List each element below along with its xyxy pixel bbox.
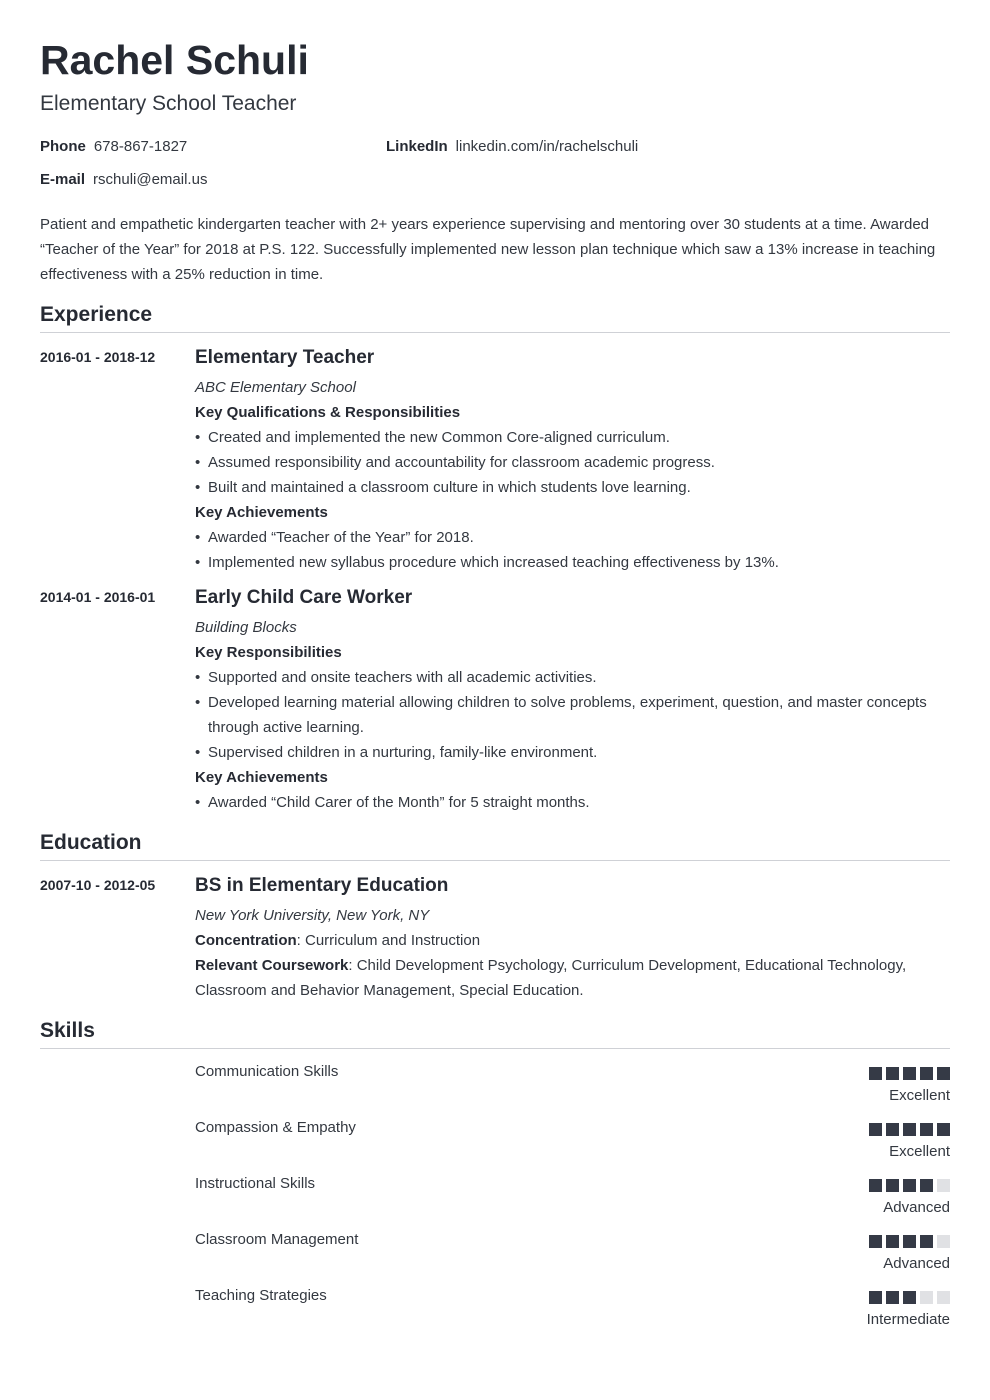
- experience-role: Elementary Teacher: [195, 347, 375, 368]
- skill-level: Intermediate: [866, 1311, 950, 1328]
- linkedin-link[interactable]: linkedin.com/in/rachelschuli: [455, 138, 639, 155]
- experience-subheading: Key Achievements: [195, 769, 328, 786]
- skill-name: Communication Skills: [195, 1063, 339, 1080]
- education-heading: Education: [40, 830, 950, 861]
- contact-phone: [40, 138, 187, 156]
- bullet-item: • Built and maintained a classroom culture in which students love learning.: [195, 475, 950, 500]
- rating-square-filled: [869, 1123, 882, 1136]
- skill-name: Teaching Strategies: [195, 1287, 327, 1304]
- rating-square-empty: [937, 1179, 950, 1192]
- phone-label: Phone: [40, 138, 86, 155]
- experience-subheading: Key Responsibilities: [195, 644, 342, 661]
- bullet-item: • Assumed responsibility and accountability for classroom academic progress.: [195, 450, 950, 475]
- rating-square-filled: [903, 1179, 916, 1192]
- rating-square-filled: [869, 1067, 882, 1080]
- skill-row: [195, 1287, 950, 1337]
- education-school: New York University, New York, NY: [195, 907, 430, 924]
- rating-square-empty: [920, 1291, 933, 1304]
- coursework-value: : Child Development Psychology, Curriculum Development, Educational Technology, Classroom and Behavior Management, Special Education.: [195, 957, 907, 999]
- coursework-label: Relevant Coursework: [195, 957, 349, 974]
- experience-heading: Experience: [40, 302, 950, 333]
- rating-square-filled: [937, 1067, 950, 1080]
- skill-name: Instructional Skills: [195, 1175, 316, 1192]
- skill-rating: [865, 1067, 950, 1080]
- skill-rating: [865, 1123, 950, 1136]
- rating-square-filled: [920, 1123, 933, 1136]
- linkedin-label: LinkedIn: [386, 138, 448, 155]
- skill-level: Excellent: [889, 1143, 950, 1160]
- skill-level: Advanced: [883, 1199, 950, 1216]
- skill-row: [195, 1063, 950, 1113]
- rating-square-filled: [920, 1235, 933, 1248]
- summary-paragraph: Patient and empathetic kindergarten teacher with 2+ years experience supervising and mentoring over 30 students at a time. Awarded “Teacher of the Year” for 2018 at P.S. 122. Successfully implemented new lesson plan technique which saw a 13% increase in teaching effectiveness with a 25% reduction in time.: [40, 216, 936, 283]
- rating-square-filled: [886, 1291, 899, 1304]
- phone-value: 678-867-1827: [93, 138, 188, 155]
- skill-row: [195, 1175, 950, 1225]
- rating-square-filled: [869, 1179, 882, 1192]
- rating-square-filled: [886, 1123, 899, 1136]
- skill-rating: [865, 1179, 950, 1192]
- skill-row: [195, 1231, 950, 1281]
- skill-level: Excellent: [889, 1087, 950, 1104]
- skill-name: Compassion & Empathy: [195, 1119, 356, 1136]
- candidate-name: Rachel Schuli: [40, 37, 309, 83]
- rating-square-filled: [903, 1123, 916, 1136]
- bullet-list: [195, 525, 950, 575]
- bullet-item: • Supported and onsite teachers with all academic activities.: [195, 665, 950, 690]
- bullet-item: • Created and implemented the new Common Core-aligned curriculum.: [195, 425, 950, 450]
- education-coursework: [195, 953, 950, 1003]
- rating-square-filled: [903, 1291, 916, 1304]
- experience-dates: 2016-01 - 2018-12: [40, 349, 156, 365]
- experience-org: Building Blocks: [195, 619, 297, 636]
- skill-name: Classroom Management: [195, 1231, 359, 1248]
- skill-level: Advanced: [883, 1255, 950, 1272]
- rating-square-empty: [937, 1235, 950, 1248]
- skill-rating: [865, 1235, 950, 1248]
- bullet-item: • Implemented new syllabus procedure which increased teaching effectiveness by 13%.: [195, 550, 950, 575]
- contact-linkedin: [386, 138, 638, 156]
- bullet-item: • Supervised children in a nurturing, family-like environment.: [195, 740, 950, 765]
- rating-square-filled: [903, 1067, 916, 1080]
- education-degree: BS in Elementary Education: [195, 875, 449, 896]
- bullet-item: • Developed learning material allowing children to solve problems, experiment, question, and master concepts through active learning.: [195, 690, 950, 740]
- experience-subheading: Key Achievements: [195, 504, 328, 521]
- education-dates: 2007-10 - 2012-05: [40, 877, 156, 893]
- education-concentration: [195, 928, 950, 953]
- contact-email: [40, 171, 207, 189]
- experience-dates: 2014-01 - 2016-01: [40, 589, 156, 605]
- bullet-item: • Awarded “Teacher of the Year” for 2018.: [195, 525, 950, 550]
- rating-square-filled: [937, 1123, 950, 1136]
- email-link[interactable]: rschuli@email.us: [93, 171, 208, 188]
- rating-square-filled: [920, 1179, 933, 1192]
- rating-square-filled: [869, 1291, 882, 1304]
- skill-rating: [865, 1291, 950, 1304]
- rating-square-filled: [886, 1235, 899, 1248]
- rating-square-filled: [920, 1067, 933, 1080]
- skills-heading: Skills: [40, 1018, 950, 1049]
- experience-role: Early Child Care Worker: [195, 587, 413, 608]
- bullet-list: [195, 790, 950, 815]
- experience-org: ABC Elementary School: [195, 379, 356, 396]
- concentration-label: Concentration: [195, 932, 297, 949]
- email-label: E-mail: [40, 171, 86, 188]
- bullet-item: • Awarded “Child Carer of the Month” for 5 straight months.: [195, 790, 950, 815]
- job-title: Elementary School Teacher: [40, 92, 297, 115]
- bullet-list: [195, 665, 950, 765]
- rating-square-filled: [886, 1179, 899, 1192]
- experience-subheading: Key Qualifications & Responsibilities: [195, 404, 461, 421]
- rating-square-empty: [937, 1291, 950, 1304]
- concentration-value: : Curriculum and Instruction: [296, 932, 481, 949]
- bullet-list: [195, 425, 950, 500]
- skill-row: [195, 1119, 950, 1169]
- rating-square-filled: [903, 1235, 916, 1248]
- rating-square-filled: [869, 1235, 882, 1248]
- rating-square-filled: [886, 1067, 899, 1080]
